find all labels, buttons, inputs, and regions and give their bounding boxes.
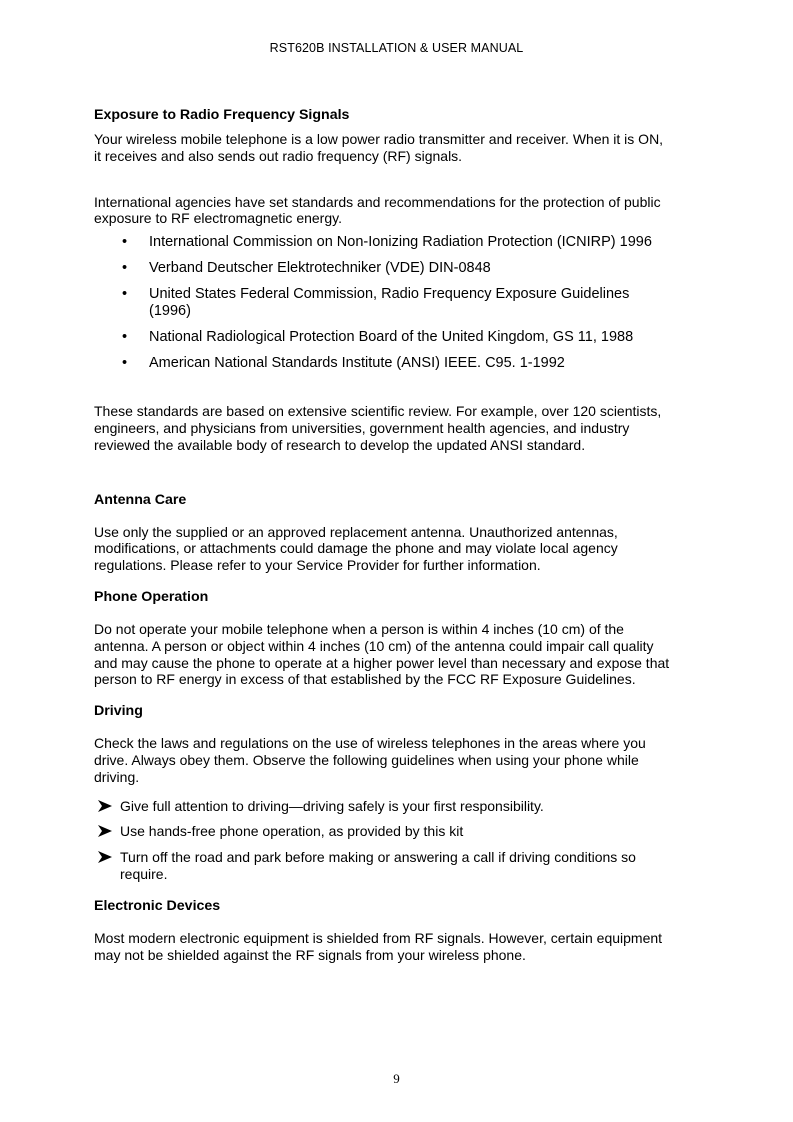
- bullet-icon: •: [122, 355, 128, 372]
- text-line: may not be shielded against the RF signals from your wireless phone.: [94, 946, 526, 963]
- rf-review-paragraph: [94, 403, 704, 453]
- section-heading-antenna-care: Antenna Care: [94, 491, 187, 508]
- list-item-text: Give full attention to driving—driving safely is your first responsibility.: [120, 797, 544, 814]
- list-item: [94, 849, 704, 883]
- section-heading-rf-exposure: Exposure to Radio Frequency Signals: [94, 107, 350, 123]
- text-line: regulations. Please refer to your Service Provider for further information.: [94, 557, 541, 574]
- page-number: 9: [393, 1071, 400, 1086]
- bullet-icon: •: [122, 329, 128, 346]
- list-item: [94, 260, 704, 277]
- list-item: [94, 355, 704, 372]
- page-content: [94, 105, 704, 963]
- standards-list: [94, 234, 704, 372]
- arrow-bullet-icon: [97, 850, 113, 864]
- list-item-text: Turn off the road and park before making or answering a call if driving conditions so: [120, 849, 636, 866]
- text-line: Most modern electronic equipment is shielded from RF signals. However, certain equipment: [94, 929, 663, 946]
- text-line: person to RF energy in excess of that established by the FCC RF Exposure Guidelines.: [94, 671, 636, 688]
- list-item-text: United States Federal Commission, Radio Frequency Exposure Guidelines: [149, 286, 630, 303]
- text-line: Check the laws and regulations on the use of wireless telephones in the areas where you: [94, 735, 646, 752]
- list-item-text: require.: [120, 865, 168, 882]
- text-line: and may cause the phone to operate at a higher power level than necessary and expose that: [94, 654, 670, 671]
- text-line: drive. Always obey them. Observe the following guidelines when using your phone while: [94, 751, 639, 768]
- text-line: it receives and also sends out radio frequency (RF) signals.: [94, 147, 463, 164]
- text-line: reviewed the available body of research to develop the updated ANSI standard.: [94, 436, 586, 453]
- phone-operation-paragraph: [94, 621, 704, 688]
- bullet-icon: •: [122, 234, 128, 251]
- list-item: [94, 234, 704, 251]
- list-item: [94, 286, 704, 320]
- running-header: RST620B INSTALLATION & USER MANUAL: [269, 41, 524, 55]
- driving-paragraph: [94, 735, 704, 785]
- list-item-text: National Radiological Protection Board of the United Kingdom, GS 11, 1988: [149, 329, 634, 346]
- driving-guidelines-list: [94, 798, 704, 883]
- text-line: These standards are based on extensive scientific review. For example, over 120 scientists,: [94, 403, 662, 420]
- section-heading-electronic-devices: Electronic Devices: [94, 897, 221, 914]
- text-line: engineers, and physicians from universities, government health agencies, and industry: [94, 419, 630, 436]
- list-item-text: Use hands-free phone operation, as provided by this kit: [120, 823, 464, 840]
- section-heading-driving: Driving: [94, 703, 143, 720]
- text-line: Do not operate your mobile telephone when a person is within 4 inches (10 cm) of the: [94, 620, 624, 637]
- text-line: modifications, or attachments could damage the phone and may violate local agency: [94, 540, 618, 557]
- list-item: [94, 329, 704, 346]
- rf-intro-paragraph: [94, 131, 704, 165]
- list-item: [94, 798, 704, 815]
- text-line: antenna. A person or object within 4 inches (10 cm) of the antenna could impair call quality: [94, 637, 654, 654]
- text-line: International agencies have set standards and recommendations for the protection of public: [94, 193, 661, 210]
- section-heading-phone-operation: Phone Operation: [94, 588, 209, 605]
- list-item-text: American National Standards Institute (ANSI) IEEE. C95. 1-1992: [149, 355, 565, 372]
- list-item-text: International Commission on Non-Ionizing Radiation Protection (ICNIRP) 1996: [149, 234, 652, 251]
- text-line: driving.: [94, 768, 140, 785]
- arrow-bullet-icon: [97, 799, 113, 813]
- bullet-icon: •: [122, 286, 128, 303]
- text-line: Use only the supplied or an approved replacement antenna. Unauthorized antennas,: [94, 523, 618, 540]
- list-item-text: Verband Deutscher Elektrotechniker (VDE) DIN-0848: [149, 260, 491, 277]
- text-line: Your wireless mobile telephone is a low power radio transmitter and receiver. When it is ON,: [94, 131, 664, 147]
- arrow-bullet-icon: [97, 824, 113, 838]
- list-item: [94, 823, 704, 840]
- electronic-devices-paragraph: [94, 930, 704, 964]
- bullet-icon: •: [122, 260, 128, 277]
- text-line: exposure to RF electromagnetic energy.: [94, 210, 342, 227]
- list-item-text: (1996): [149, 303, 191, 320]
- antenna-paragraph: [94, 524, 704, 574]
- rf-standards-paragraph: [94, 194, 704, 228]
